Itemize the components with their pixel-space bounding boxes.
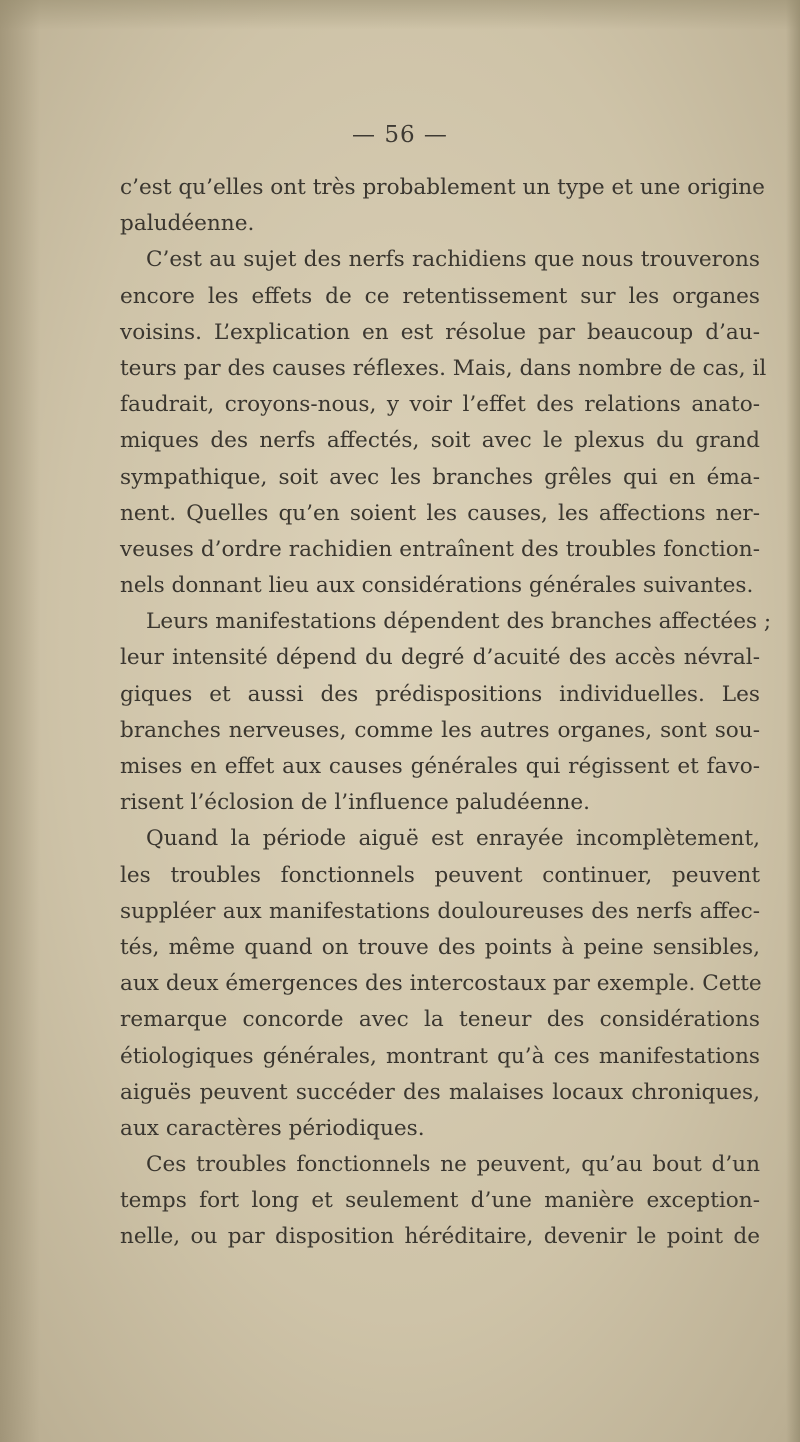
text-line: aiguës peuvent succéder des malaises locaux chroniques, [120,1079,760,1105]
text-line: temps fort long et seulement d’une manière exception- [120,1188,760,1214]
body-text [120,170,772,1256]
text-line: nent. Quelles qu’en soient les causes, les affections ner- [120,500,760,526]
text-line: leur intensité dépend du degré d’acuité des accès névral- [120,645,760,671]
text-line: Ces troubles fonctionnels ne peuvent, qu’au bout d’un [146,1152,760,1178]
page-number: — 56 — [352,122,448,148]
text-line: suppléer aux manifestations douloureuses des nerfs affec- [120,898,760,924]
text-line: c’est qu’elles ont très probablement un type et une origine [120,175,765,200]
text-line: sympathique, soit avec les branches grêles qui en éma- [120,464,760,490]
text-line: faudrait, croyons-nous, y voir l’effet des relations anato- [120,392,760,418]
text-line: aux deux émergences des intercostaux par exemple. Cette [120,971,762,997]
text-line: aux caractères périodiques. [120,1115,425,1141]
text-line: voisins. L’explication en est résolue par beaucoup d’au- [120,319,760,345]
text-line: remarque concorde avec la teneur des considérations [120,1007,760,1033]
text-line: tés, même quand on trouve des points à peine sensibles, [120,934,760,960]
text-line: encore les effets de ce retentissement sur les organes [120,283,760,309]
text-line: nels donnant lieu aux considérations générales suivantes. [120,573,754,599]
text-line: étiologiques générales, montrant qu’à ces manifestations [120,1043,760,1069]
text-line: branches nerveuses, comme les autres organes, sont sou- [120,717,760,743]
text-line: les troubles fonctionnels peuvent continuer, peuvent [120,862,760,888]
text-line: paludéenne. [120,211,255,237]
text-line: nelle, ou par disposition héréditaire, devenir le point de [120,1224,760,1250]
text-line: teurs par des causes réflexes. Mais, dans nombre de cas, il [120,355,767,381]
text-line: giques et aussi des prédispositions individuelles. Les [120,681,760,707]
text-line: mises en effet aux causes générales qui régissent et favo- [120,754,760,779]
text-line: veuses d’ordre rachidien entraînent des troubles fonction- [120,536,760,562]
text-line: miques des nerfs affectés, soit avec le plexus du grand [120,428,760,454]
text-line: risent l’éclosion de l’influence paludéenne. [120,790,590,816]
text-line: C’est au sujet des nerfs rachidiens que nous trouverons [146,247,760,273]
page-shadow-left [0,0,40,1442]
text-line: Leurs manifestations dépendent des branches affectées ; [146,609,772,635]
page-shadow-right [786,0,800,1442]
text-line: Quand la période aiguë est enrayée incomplètement, [146,826,760,852]
page-shadow-top [0,0,800,30]
